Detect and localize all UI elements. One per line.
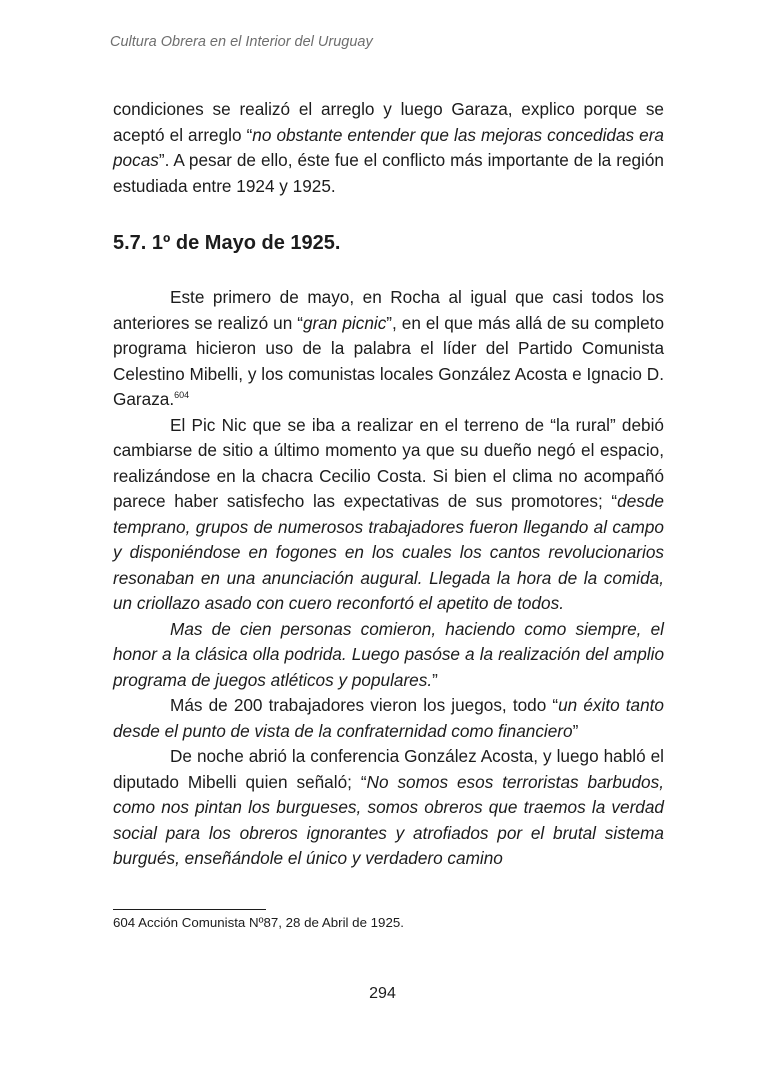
paragraph-6-text: De noche abrió la conferencia González Acosta, y luego habló el diputado Mibelli quien señaló; “ [113,746,664,792]
paragraph-6 [113,744,664,872]
paragraph-2 [113,285,664,413]
paragraph-5 [113,693,664,744]
paragraph-2-quote: gran picnic [302,312,387,333]
footnote: 604 Acción Comunista Nº87, 28 de Abril de 1925. [113,915,404,930]
paragraph-4-text-end: ” [432,669,438,690]
paragraph-1-text: condiciones se realizó el arreglo y luego Garaza, explico porque se aceptó el arreglo “ [113,99,664,145]
paragraph-6-quote: No somos esos terroristas barbudos, como nos pintan los burgueses, somos obreros que traemos la verdad social para los obreros ignorantes y atrofiados por el brutal sistema burgués, enseñándole el único y verdadero camino [113,771,664,868]
paragraph-3 [113,413,664,617]
footnote-divider [113,909,266,910]
paragraph-3-quote: desde temprano, grupos de numerosos trabajadores fueron llegando al campo y disponiéndose en fogones en los cuales los cantos revolucionarios resonaban en una anunciación augural. Llegada la hora de la comida, un criollazo asado con cuero reconfortó el apetito de todos. [113,491,664,613]
paragraph-1 [113,97,664,199]
page-body [113,97,664,872]
paragraph-1-text-end: ”. A pesar de ello, éste fue el conflicto más importante de la región estudiada entre 1924 y 1925. [113,150,664,196]
paragraph-4 [113,617,664,694]
paragraph-3-text: El Pic Nic que se iba a realizar en el terreno de “la rural” debió cambiarse de sitio a último momento ya que su dueño negó el espacio, realizándose en la chacra Cecilio Costa. Si bien el clima no acompañó parece haber satisfecho las expectativas de sus promotores; “ [113,414,664,511]
paragraph-2-text: Este primero de mayo, en Rocha al igual que casi todos los anteriores se realizó un “ [113,287,664,333]
paragraph-5-text: Más de 200 trabajadores vieron los juegos, todo “ [170,695,559,715]
paragraph-2-text-end: ”, en el que más allá de su completo programa hicieron uso de la palabra el líder del Partido Comunista Celestino Mibelli, y los comunistas locales González Acosta e Ignacio D. Garaza. [113,312,665,409]
paragraph-1-quote: no obstante entender que las mejoras concedidas era pocas [113,124,664,170]
paragraph-5-text-end: ” [572,720,579,741]
section-heading: 5.7. 1º de Mayo de 1925. [113,232,341,254]
footnote-reference[interactable]: 604 [174,390,190,400]
paragraph-4-quote: Mas de cien personas comieron, haciendo como siempre, el honor a la clásica olla podrida. Luego pasóse a la realización del amplio programa de juegos atléticos y populares. [113,618,664,690]
paragraph-5-quote: un éxito tanto desde el punto de vista de la confraternidad como financiero [113,695,664,741]
page-number: 294 [369,985,396,1002]
running-header: Cultura Obrera en el Interior del Uruguay [110,34,373,50]
